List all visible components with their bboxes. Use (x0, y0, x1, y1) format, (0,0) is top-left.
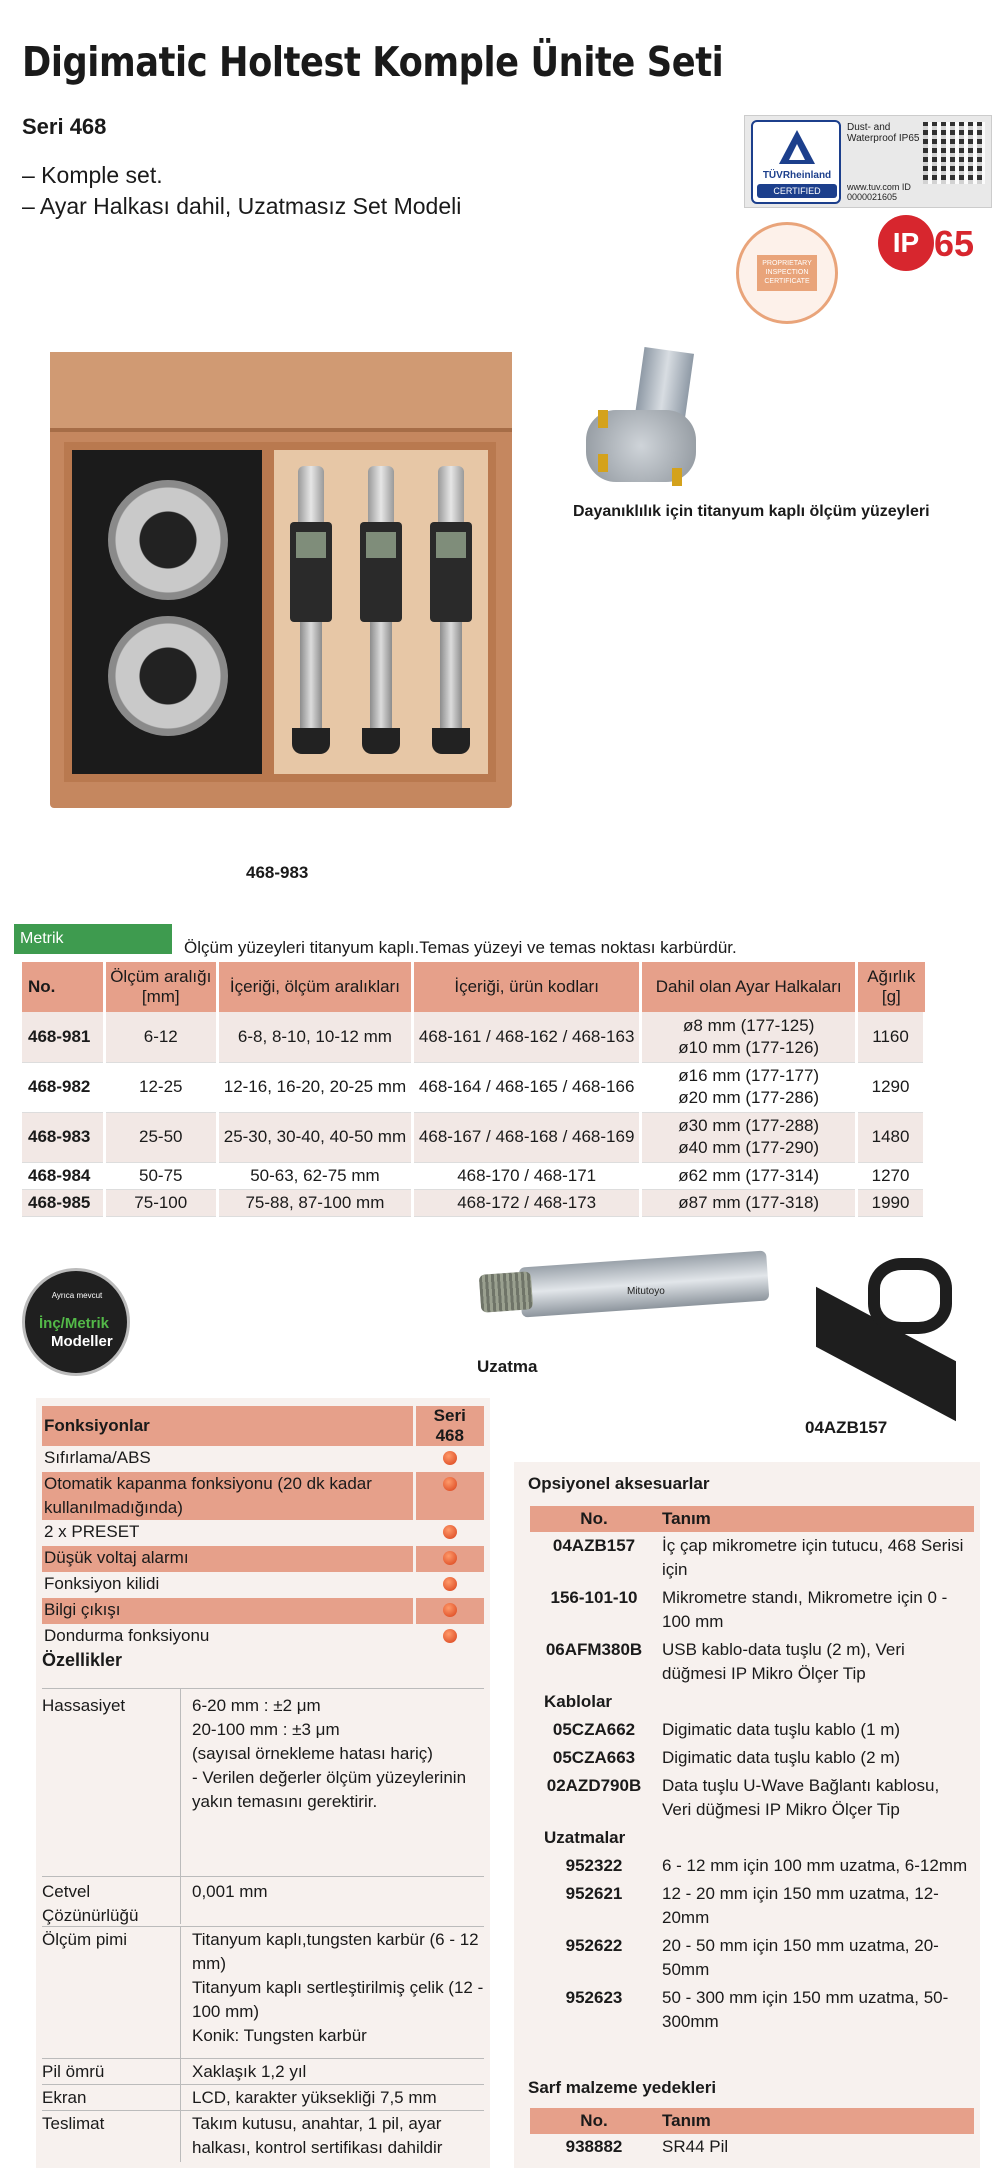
table-row (530, 1880, 974, 1932)
metrik-note: Ölçüm yüzeyleri titanyum kaplı.Temas yüzeyi ve temas noktası karbürdür. (184, 938, 737, 957)
item-desc: 50 - 300 mm için 150 mm uzatma, 50-300mm (662, 1988, 949, 2031)
section-row (530, 1688, 974, 1716)
table-row (22, 1062, 925, 1112)
tuv-ip-text: Dust- and Waterproof IP65 (847, 122, 920, 144)
property-value: LCD, karakter yüksekliği 7,5 mm (192, 2088, 437, 2107)
item-desc: Data tuşlu U-Wave Bağlantı kablosu, Veri düğmesi IP Mikro Ölçer Tip (662, 1776, 940, 1819)
column-header: İçeriği, ürün kodları (413, 962, 641, 1012)
table-row (530, 1852, 974, 1880)
item-desc: 12 - 20 mm için 150 mm uzatma, 12-20mm (662, 1884, 939, 1927)
section-label: Kablolar (544, 1692, 613, 1711)
metrik-tab: Metrik (14, 924, 172, 954)
tuv-name: TÜVRheinland (762, 170, 832, 181)
property-value: 0,001 mm (192, 1882, 268, 1901)
spare-parts-title: Sarf malzeme yedekleri (528, 2078, 717, 2097)
feature-list (22, 160, 461, 222)
table-row (530, 1532, 974, 1584)
function-label: Bilgi çıkışı (42, 1598, 414, 1624)
table-row (22, 1162, 925, 1189)
section-label: Uzatmalar (544, 1828, 626, 1847)
function-label: Otomatik kapanma fonksiyonu (20 dk kadar kullanılmadığında) (42, 1472, 414, 1520)
function-label: Fonksiyon kilidi (44, 1574, 160, 1593)
badge-models: Modeller (51, 1333, 113, 1350)
cell-codes: 468-170 / 468-171 (413, 1162, 641, 1189)
available-dot-icon (443, 1577, 457, 1591)
table-row (530, 1584, 974, 1636)
cell-rings: ø62 mm (177-314) (641, 1162, 857, 1189)
item-desc: SR44 Pil (662, 2137, 729, 2156)
table-row (42, 1546, 484, 1572)
property-key: Teslimat (42, 2114, 105, 2133)
available-dot-icon (443, 1525, 457, 1539)
product-code-caption: 468-983 (246, 863, 309, 882)
item-code: 156-101-10 (550, 1588, 638, 1607)
feature-item: – Komple set. (22, 162, 163, 188)
table-row (530, 1984, 974, 2036)
inch-metric-badge (22, 1268, 130, 1376)
table-row (42, 1598, 484, 1624)
cell-range: 6-12 (104, 1012, 217, 1062)
column-header: Fonksiyonlar (42, 1406, 414, 1446)
item-desc: USB kablo-data tuşlu (2 m), Veri düğmesi IP Mikro Ölçer Tip (662, 1640, 905, 1683)
cell-range: 25-50 (104, 1112, 217, 1162)
cell-weight: 1290 (857, 1062, 925, 1112)
cell-no: 468-985 (22, 1189, 104, 1216)
probe-head-image (580, 350, 730, 500)
cell-range: 50-75 (104, 1162, 217, 1189)
item-code: 05CZA663 (552, 1748, 636, 1767)
item-code: 06AFM380B (545, 1640, 643, 1659)
property-value: 6-20 mm : ±2 μm 20-100 mm : ±3 μm (sayısal örnekleme hatası hariç) - Verilen değerler ölçüm yüzeylerinin yakın temasını gerektirir. (192, 1696, 467, 1811)
column-header: No. (530, 2108, 658, 2134)
table-header-row (530, 1506, 974, 1532)
table-row (42, 1446, 484, 1472)
cell-no: 468-981 (22, 1012, 104, 1062)
table-row (42, 1472, 484, 1520)
table-header-row (530, 2108, 974, 2134)
cell-no: 468-983 (22, 1112, 104, 1162)
table-row (530, 1716, 974, 1744)
optional-accessories-table (530, 1506, 974, 2036)
cell-weight: 1270 (857, 1162, 925, 1189)
cell-codes: 468-167 / 468-168 / 468-169 (413, 1112, 641, 1162)
item-code: 952322 (565, 1856, 623, 1875)
cell-rings: ø87 mm (177-318) (641, 1189, 857, 1216)
available-dot-icon (443, 1451, 457, 1465)
cell-contents: 25-30, 30-40, 40-50 mm (217, 1112, 412, 1162)
section-row (530, 1824, 974, 1852)
item-desc: İç çap mikrometre için tutucu, 468 Serisi için (662, 1536, 964, 1579)
table-row (530, 1636, 974, 1688)
item-code: 952622 (565, 1936, 623, 1955)
available-dot-icon (443, 1551, 457, 1565)
function-label: Düşük voltaj alarmı (42, 1546, 414, 1572)
cell-rings: ø8 mm (177-125) ø10 mm (177-126) (641, 1012, 857, 1062)
functions-table (42, 1406, 484, 1650)
cell-rings: ø16 mm (177-177) ø20 mm (177-286) (641, 1062, 857, 1112)
cell-contents: 12-16, 16-20, 20-25 mm (217, 1062, 412, 1112)
column-header: İçeriği, ölçüm aralıkları (217, 962, 412, 1012)
property-value: Titanyum kaplı,tungsten karbür (6 - 12 mm) Titanyum kaplı sertleştirilmiş çelik (12 - 100 mm) Konik: Tungsten karbür (192, 1930, 484, 2045)
cell-codes: 468-164 / 468-165 / 468-166 (413, 1062, 641, 1112)
column-header: Ölçüm aralığı [mm] (104, 962, 217, 1012)
column-header: No. (530, 1506, 658, 1532)
table-row (42, 1624, 484, 1650)
tuv-id-text: www.tuv.com ID 0000021605 (847, 182, 911, 202)
item-code: 952623 (565, 1988, 623, 2007)
property-key: Ekran (42, 2088, 87, 2107)
stamp-text: PROPRIETARY INSPECTION CERTIFICATE (757, 255, 817, 291)
property-value: Takım kutusu, anahtar, 1 pil, ayar halkası, kontrol sertifikası dahildir (192, 2114, 443, 2157)
cell-codes: 468-161 / 468-162 / 468-163 (413, 1012, 641, 1062)
item-code: 02AZD790B (546, 1776, 642, 1795)
property-key: Pil ömrü (42, 2062, 105, 2081)
property-key: Hassasiyet (42, 1696, 126, 1715)
holder-image (806, 1254, 962, 1404)
function-label: Dondurma fonksiyonu (44, 1626, 210, 1645)
function-label: 2 x PRESET (44, 1522, 140, 1541)
tuv-logo (751, 120, 841, 204)
ip-label: IP (878, 215, 934, 271)
available-dot-icon (443, 1629, 457, 1643)
property-key: Cetvel Çözünürlüğü (42, 1882, 139, 1925)
item-code: 952621 (565, 1884, 623, 1903)
metric-spec-table (22, 962, 926, 1217)
table-row (530, 1744, 974, 1772)
item-code: 938882 (565, 2137, 623, 2156)
table-row (22, 1112, 925, 1162)
item-desc: 20 - 50 mm için 150 mm uzatma, 20-50mm (662, 1936, 939, 1979)
tuv-certificate (744, 115, 992, 208)
item-code: 04AZB157 (552, 1536, 636, 1555)
feature-item: – Ayar Halkası dahil, Uzatmasız Set Modeli (22, 193, 462, 219)
column-header: Seri 468 (414, 1406, 484, 1446)
table-header-row (22, 962, 925, 1012)
table-row (42, 1572, 484, 1598)
cell-no: 468-984 (22, 1162, 104, 1189)
cell-contents: 50-63, 62-75 mm (217, 1162, 412, 1189)
cell-no: 468-982 (22, 1062, 104, 1112)
extension-rod-image (480, 1253, 768, 1319)
ip65-logo (878, 215, 990, 275)
function-label: Sıfırlama/ABS (44, 1448, 151, 1467)
cell-contents: 6-8, 8-10, 10-12 mm (217, 1012, 412, 1062)
probe-caption: Dayanıklılık için titanyum kaplı ölçüm yüzeyleri (573, 503, 930, 520)
column-header: Ağırlık [g] (857, 962, 925, 1012)
badge-inch-metric: İnç/Metrik (39, 1315, 110, 1332)
column-header: Tanım (658, 2108, 974, 2134)
cell-weight: 1160 (857, 1012, 925, 1062)
property-key: Ölçüm pimi (42, 1930, 128, 1949)
column-header: No. (22, 962, 104, 1012)
property-value: Xaklaşık 1,2 yıl (192, 2062, 307, 2081)
page-title: Digimatic Holtest Komple Ünite Seti (22, 38, 724, 86)
badge-top-text: Ayrıca mevcut (51, 1291, 103, 1300)
spare-parts-table (530, 2108, 974, 2160)
item-desc: Digimatic data tuşlu kablo (2 m) (662, 1748, 901, 1767)
cell-weight: 1990 (857, 1189, 925, 1216)
product-case-image (50, 352, 512, 808)
table-row (530, 1932, 974, 1984)
cell-rings: ø30 mm (177-288) ø40 mm (177-290) (641, 1112, 857, 1162)
table-row (530, 2134, 974, 2160)
ip-number: 65 (934, 223, 975, 264)
cell-weight: 1480 (857, 1112, 925, 1162)
cell-codes: 468-172 / 468-173 (413, 1189, 641, 1216)
tuv-cert-label: CERTIFIED (757, 184, 837, 198)
rod-brand-label: Mitutoyo (627, 1286, 665, 1297)
cell-range: 12-25 (104, 1062, 217, 1112)
table-row (22, 1189, 925, 1216)
holder-caption: 04AZB157 (805, 1418, 888, 1437)
qr-code-icon (923, 122, 985, 184)
cell-range: 75-100 (104, 1189, 217, 1216)
item-desc: 6 - 12 mm için 100 mm uzatma, 6-12mm (662, 1856, 968, 1875)
optional-title: Opsiyonel aksesuarlar (528, 1474, 710, 1493)
series-label: Seri 468 (22, 114, 107, 139)
properties-title: Özellikler (42, 1650, 123, 1670)
cell-contents: 75-88, 87-100 mm (217, 1189, 412, 1216)
item-desc: Mikrometre standı, Mikrometre için 0 - 100 mm (662, 1588, 948, 1631)
inspection-certificate-stamp (736, 222, 838, 324)
item-code: 05CZA662 (552, 1720, 636, 1739)
extension-caption: Uzatma (477, 1357, 538, 1376)
item-desc: Digimatic data tuşlu kablo (1 m) (662, 1720, 901, 1739)
table-row (530, 1772, 974, 1824)
available-dot-icon (443, 1477, 457, 1491)
table-row (42, 1520, 484, 1546)
table-header-row (42, 1406, 484, 1446)
table-row (22, 1012, 925, 1062)
column-header: Tanım (658, 1506, 974, 1532)
column-header: Dahil olan Ayar Halkaları (641, 962, 857, 1012)
available-dot-icon (443, 1603, 457, 1617)
